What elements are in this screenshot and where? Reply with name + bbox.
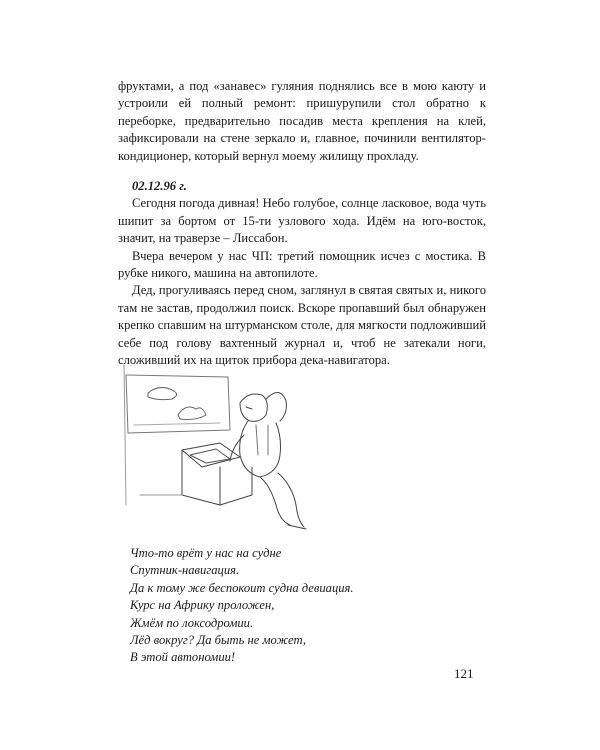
body-text (118, 78, 486, 370)
poem-line: Спутник-навигация. (130, 563, 240, 578)
sketch-illustration (120, 355, 310, 535)
page-number: 121 (454, 666, 474, 681)
poem-line: В этой автономии! (130, 650, 236, 665)
paragraph-continuation: фруктами, а под «занавес» гуляния поднялись все в мою каюту и устроили ей полный ремонт: пришурупили стол обратно к переборке, предварительно посадив места крепления на клей, зафиксировали на стене зеркало и, главное, починили вентилятор-кондиционер, который вернул моему жилищу прохладу. (118, 79, 486, 163)
diary-date: 02.12.96 г. (132, 179, 187, 194)
poem-line: Курс на Африку проложен, (130, 598, 275, 613)
paragraph-weather: Сегодня погода дивная! Небо голубое, солнце ласковое, вода чуть шипит за бортом от 15-ти узлового хода. Идём на юго-восток, значит, на траверзе – Лиссабон. (118, 196, 486, 246)
paragraph-incident: Вчера вечером у нас ЧП: третий помощник исчез с мостика. В рубке никого, машина на автопилоте. (118, 248, 486, 281)
poem-line: Что-то врёт у нас на судне (130, 546, 282, 560)
poem-line: Лёд вокруг? Да быть не может, (130, 633, 307, 648)
poem (130, 545, 354, 667)
poem-line: Жмём по локсодромии. (130, 615, 254, 630)
paragraph-search: Дед, прогуливаясь перед сном, заглянул в святая святых и, никого там не застав, продолжил поиск. Вскоре пропавший был обнаружен крепко спавшим на штурманском столе, для мягкости подложивший себе под голову вахтенный журнал и, чтоб не затекали ноги, сложивший их на щиток прибора дека-навигатора. (118, 283, 486, 368)
poem-line: Да к тому же беспокоит судна девиация. (130, 580, 354, 595)
